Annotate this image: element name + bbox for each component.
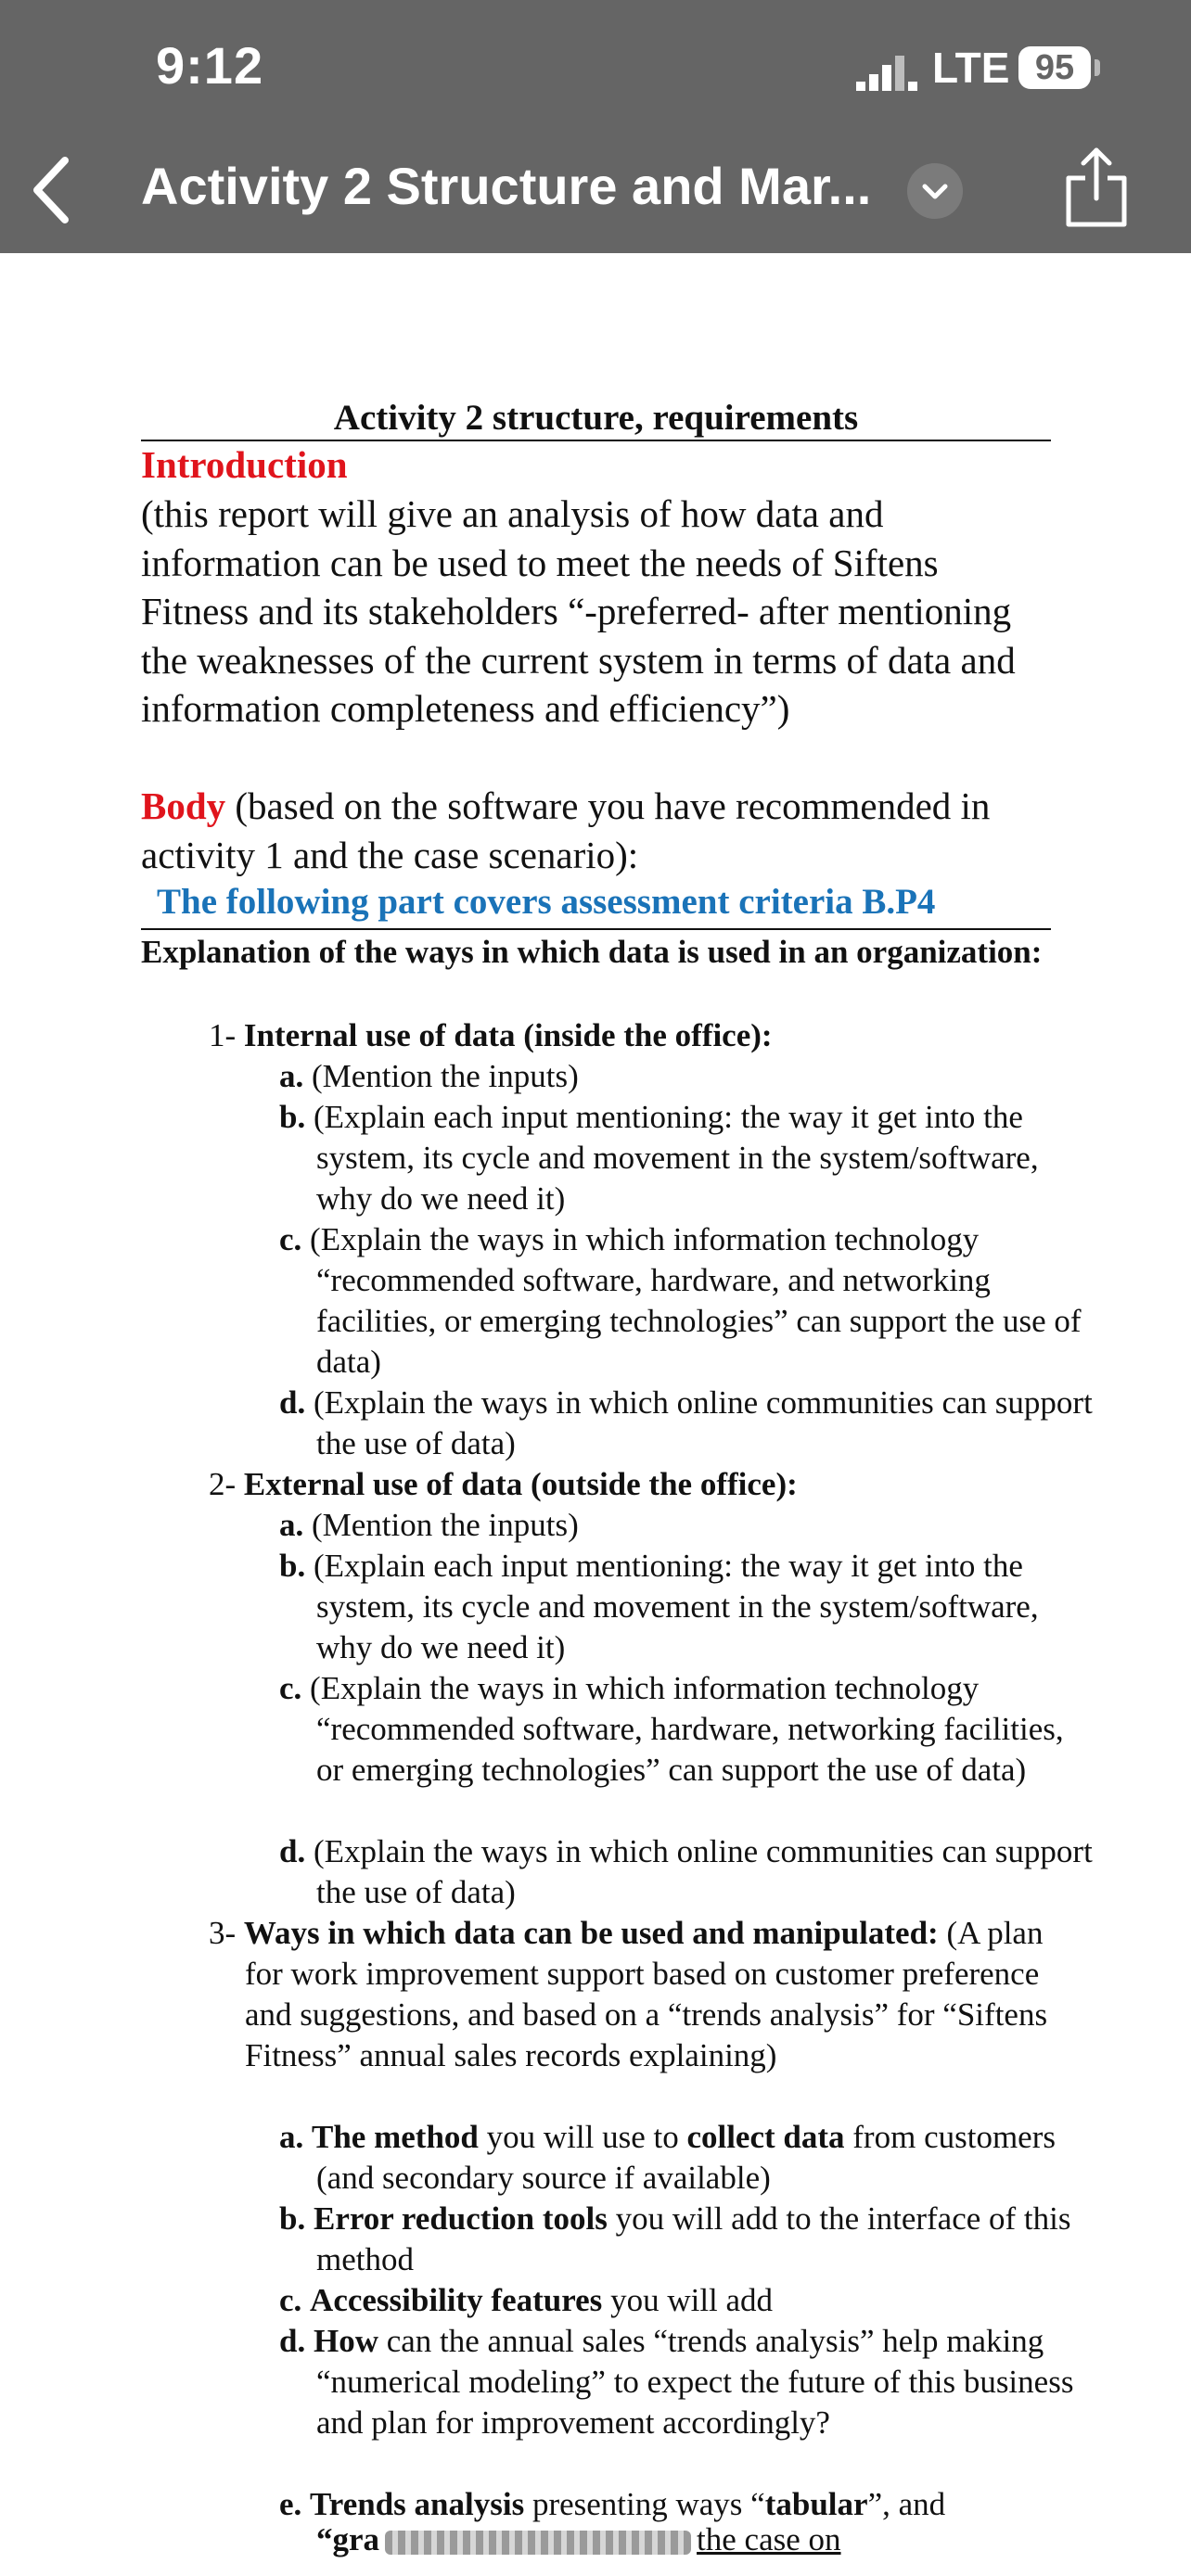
item-bold: How [313,2323,378,2359]
list-item-internal-b [279,1097,1095,1219]
document-title[interactable]: Activity 2 Structure and Mar... [141,157,872,215]
criteria-divider [141,928,1051,930]
item-letter: e. [279,2486,302,2522]
list-item-ways-a [279,2117,1095,2199]
cellular-signal-icon [856,54,921,91]
item-bold: tabular [764,2486,868,2522]
list-item-ways-b [279,2199,1095,2280]
battery-nub [1095,59,1100,76]
item-text: (Explain each input mentioning: the way it get into the system, its cycle and movement in the system/software, why do we need it) [313,1099,1039,1217]
item-text: you will add to the interface of this method [316,2200,1071,2277]
item-letter: a. [279,2119,304,2155]
item-letter: d. [279,1384,306,1421]
introduction-text: (this report will give an analysis of how data and information can be used to meet the needs of Siftens Fitness and its stakeholders “-preferred- after mentioning the weaknesses of the current system in terms of data and information completeness and efficiency”) [141,492,1016,730]
item-letter: c. [279,1221,302,1257]
item-title: External use of data (outside the office): [243,1466,798,1502]
document-heading: Activity 2 structure, requirements [333,398,859,438]
list-item-external-a [279,1505,1095,1546]
item-letter: c. [279,1670,302,1706]
list-item-external-b [279,1546,1095,1668]
item-letter: d. [279,1833,306,1869]
battery-icon [1018,46,1091,89]
item-letter: c. [279,2282,302,2318]
item-number: 2- [209,1466,237,1502]
body-paragraph [141,782,1055,879]
section-title: Explanation of the ways in which data is used in an organization: [141,934,1043,970]
item-title: Internal use of data (inside the office): [243,1017,773,1053]
body-text: (based on the software you have recommended in activity 1 and the case scenario): [141,784,991,876]
status-time: 9:12 [156,36,264,95]
item-bold: Accessibility features [310,2282,603,2318]
item-bold: Error reduction tools [313,2200,608,2237]
item-title: Ways in which data can be used and manipulated: [243,1915,939,1951]
item-text: you will use to [478,2119,687,2155]
item-text: (Explain the ways in which information technology “recommended software, hardware, and networking facilities, or emerging technologies” can support the use of data) [310,1221,1082,1380]
battery-level: 95 [1034,48,1075,87]
item-letter: d. [279,2323,306,2359]
item-bold: Trends analysis [310,2486,525,2522]
item-text: (Mention the inputs) [312,1058,579,1094]
item-text: ”, and [867,2486,946,2522]
list-item-external [209,1464,1044,1505]
item-text: (Mention the inputs) [312,1507,579,1543]
item-text: (Explain the ways in which online communities can support the use of data) [313,1833,1093,1910]
item-letter: a. [279,1507,304,1543]
network-label: LTE [932,44,1010,92]
item-letter: a. [279,1058,304,1094]
list-item-external-c [279,1668,1095,1791]
item-text: (Explain each input mentioning: the way it get into the system, its cycle and movement in the system/software, why do we need it) [313,1548,1039,1665]
item-text: you will add [602,2282,774,2318]
list-item-internal-d [279,1383,1095,1464]
back-chevron-icon[interactable] [28,153,74,227]
introduction-label: Introduction [141,443,348,486]
item-text: (Explain the ways in which online communities can support the use of data) [313,1384,1093,1461]
item-number: 1- [209,1017,237,1053]
item-letter: b. [279,1548,306,1584]
list-item-ways-d [279,2321,1095,2443]
body-label: Body [141,784,226,827]
list-item-internal-a [279,1056,1095,1097]
item-bold: “gra [316,2521,380,2557]
assessment-criteria: The following part covers assessment criteria B.P4 [157,882,936,922]
title-dropdown-chevron-icon[interactable] [907,163,963,219]
list-item-ways-c [279,2280,1095,2321]
item-bold: The method [312,2119,479,2155]
list-item-ways-e-continued [316,2519,841,2560]
item-text: (A plan for work improvement support based on customer preference and suggestions, and based on a “trends analysis” for “Siftens Fitness” annual sales records explaining) [245,1915,1048,2073]
list-item-ways [209,1913,1087,2076]
list-item-internal [209,1015,1044,1056]
list-item-external-d [279,1831,1095,1913]
item-text: from customers (and secondary source if available) [316,2119,1056,2196]
top-bar [0,0,1191,253]
item-letter: b. [279,1099,306,1135]
heading-divider [141,440,1051,441]
item-number: 3- [209,1915,237,1951]
obscured-text [385,2531,691,2555]
item-letter: b. [279,2200,306,2237]
list-item-internal-c [279,1219,1095,1383]
item-bold: collect data [686,2119,845,2155]
item-text: presenting ways “ [524,2486,765,2522]
share-icon[interactable] [1063,145,1130,228]
item-text: (Explain the ways in which information technology “recommended software, hardware, networking facilities, or emerging technologies” can support the use of data) [310,1670,1064,1788]
item-text: can the annual sales “trends analysis” help making “numerical modeling” to expect the future of this business and plan for improvement accordingly? [316,2323,1074,2441]
item-text: the case on [697,2521,841,2557]
